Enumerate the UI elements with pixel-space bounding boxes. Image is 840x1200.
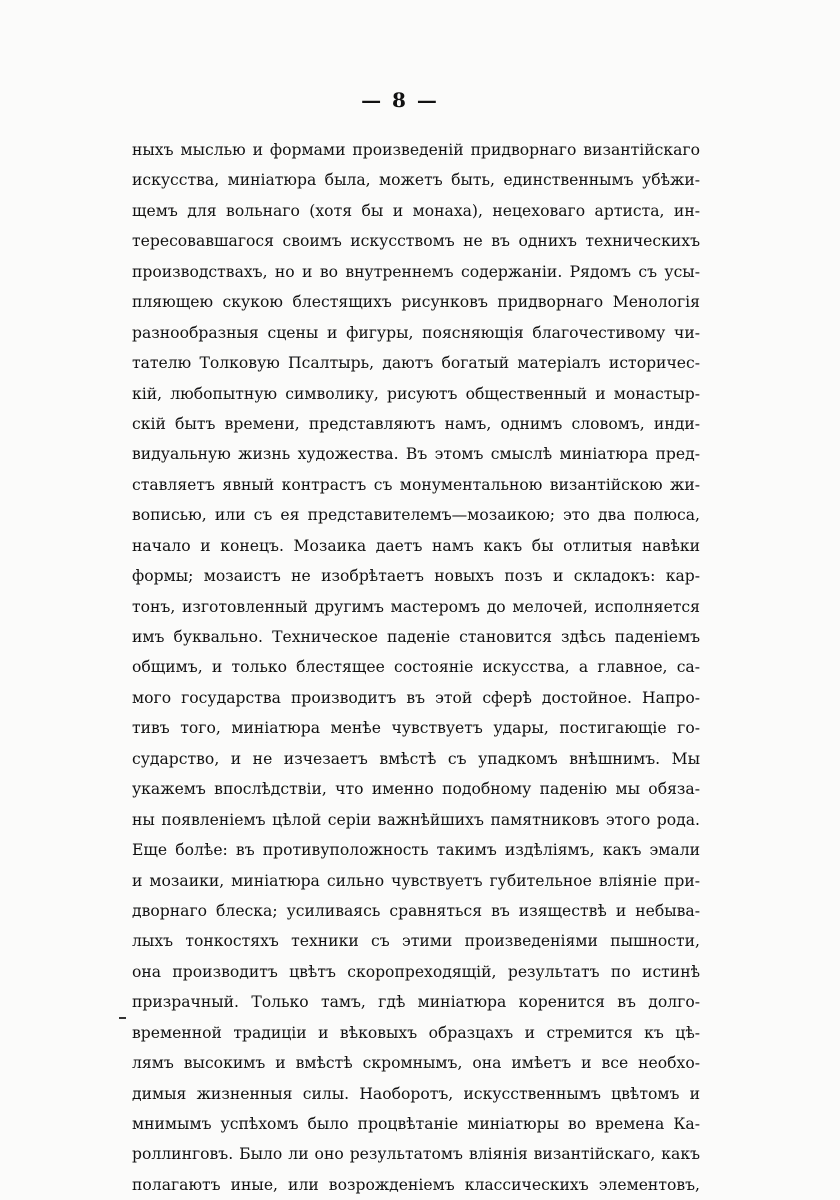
text-line: начало и конецъ. Мозаика даетъ намъ какъ бы отлитыя навѣки [132,536,700,555]
text-line: и мозаики, миніатюра сильно чувствуетъ губительное вліяніе при- [132,871,700,890]
text-line: временной традиціи и вѣковыхъ образцахъ и стремится къ цѣ- [132,1023,700,1042]
text-line: тателю Толковую Псалтырь, даютъ богатый матеріалъ историчес- [132,354,700,373]
text-line: разнообразныя сцены и фигуры, поясняющія благочестивому чи- [132,323,700,342]
margin-mark [119,1017,126,1019]
text-line: сударство, и не изчезаетъ вмѣстѣ съ упадкомъ внѣшнимъ. Мы [132,749,700,768]
text-line: искусства, миніатюра была, можетъ быть, единственнымъ убѣжи- [132,171,700,190]
text-line: щемъ для вольнаго (хотя бы и монаха), нецеховаго артиста, ин- [132,201,700,220]
text-line: общимъ, и только блестящее состояніе искусства, а главное, са- [132,658,700,677]
text-line: дворнаго блеска; усиливаясь сравняться въ изяществѣ и небыва- [132,901,700,920]
text-line: мнимымъ успѣхомъ было процвѣтаніе миніатюры во времена Ка- [132,1115,700,1133]
text-line: димыя жизненныя силы. Наоборотъ, искусственнымъ цвѣтомъ и [132,1084,700,1103]
text-line: лямъ высокимъ и вмѣстѣ скромнымъ, она имѣетъ и все необхо- [132,1054,700,1073]
text-line: ныхъ мыслью и формами произведеній придворнаго византійскаго [132,141,700,159]
text-line: тивъ того, миніатюра менѣе чувствуетъ удары, постигающіе го- [132,719,700,738]
text-line: имъ буквально. Техническое паденіе становится здѣсь паденіемъ [132,628,700,646]
text-line: мого государства производитъ въ этой сферѣ достойное. Напро- [132,688,700,707]
body-text [132,135,700,1200]
text-line: производствахъ, но и во внутреннемъ содержаніи. Рядомъ съ усы- [132,262,700,281]
text-line: тонъ, изготовленный другимъ мастеромъ до мелочей, исполняется [132,597,700,616]
text-line: скій бытъ времени, представляютъ намъ, однимъ словомъ, инди- [132,414,700,433]
text-line: ны появленіемъ цѣлой серіи важнѣйшихъ памятниковъ этого рода. [132,810,700,829]
page-number: — 8 — [361,88,439,112]
text-line: кій, любопытную символику, рисуютъ общественный и монастыр- [132,384,700,403]
text-line: пляющею скукою блестящихъ рисунковъ придворнаго Менологія [132,293,700,312]
text-line: тересовавшагося своимъ искусствомъ не въ однихъ техническихъ [132,232,700,251]
text-line: укажемъ впослѣдствіи, что именно подобному паденію мы обяза- [132,780,700,799]
text-line: вописью, или съ ея представителемъ—мозаикою; это два полюса, [132,506,700,525]
text-line: формы; мозаистъ не изобрѣтаетъ новыхъ позъ и складокъ: кар- [132,567,700,586]
text-line: она производитъ цвѣтъ скоропреходящій, результатъ по истинѣ [132,962,700,981]
text-line: видуальную жизнь художества. Въ этомъ смыслѣ миніатюра пред- [132,445,700,464]
text-line: Еще болѣе: въ противуположность такимъ издѣліямъ, какъ эмали [132,841,700,860]
text-line: призрачный. Только тамъ, гдѣ миніатюра коренится въ долго- [132,993,700,1012]
text-line: лыхъ тонкостяхъ техники съ этими произведеніями пышности, [132,932,700,951]
text-line: полагаютъ иные, или возрожденіемъ классическихъ элементовъ, [132,1175,700,1194]
text-line: ставляетъ явный контрастъ съ монументальною византійскою жи- [132,475,700,494]
text-line: роллинговъ. Было ли оно результатомъ вліянія византійскаго, какъ [132,1145,700,1164]
